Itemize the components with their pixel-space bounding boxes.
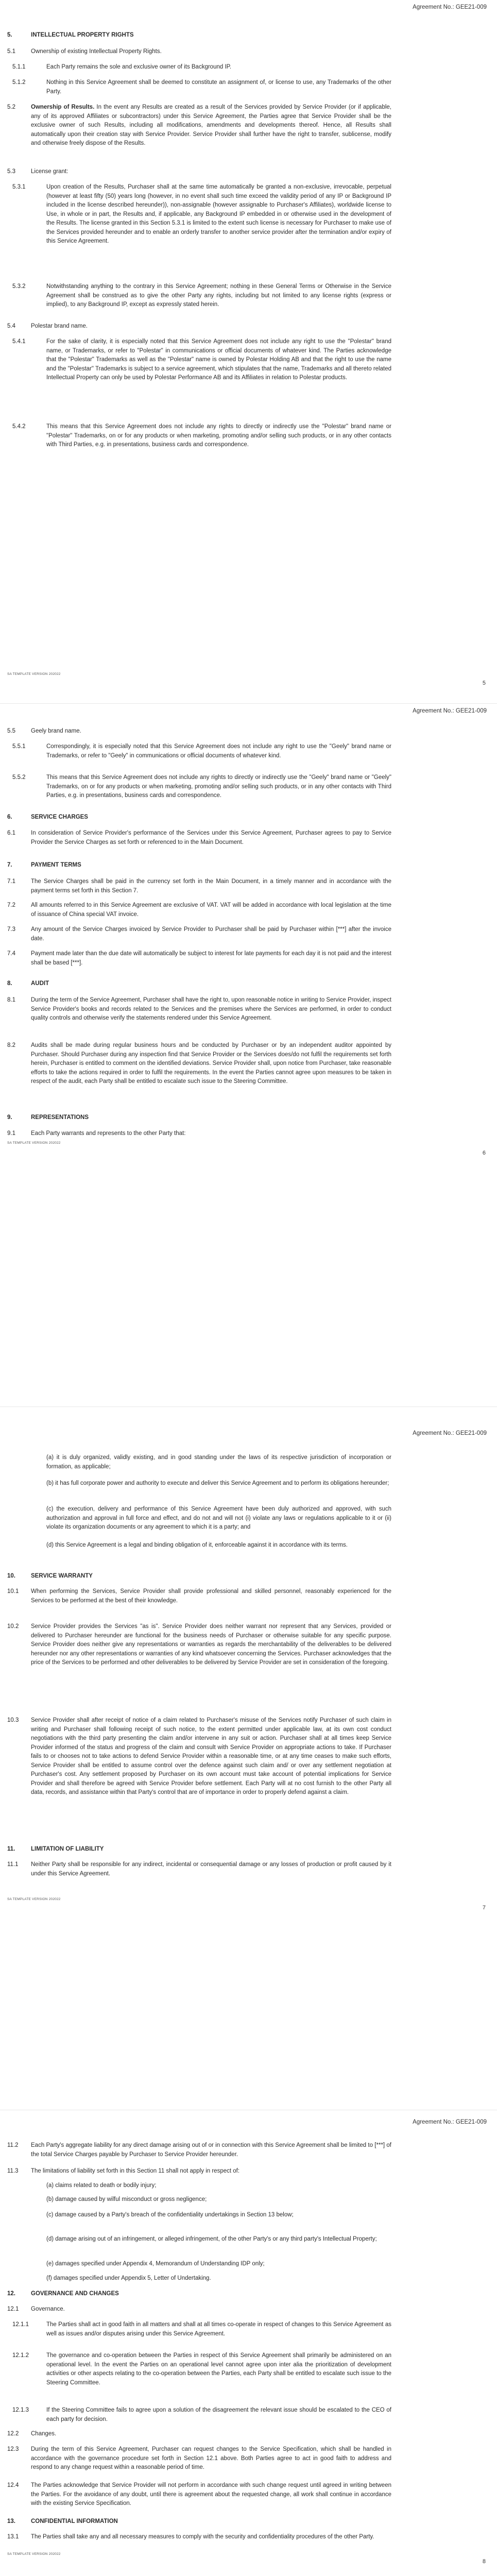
- clause-text: Neither Party shall be responsible for any indirect, incidental or consequential damage or any losses of production or profit caused by it under this Service Agreement.: [31, 1861, 391, 1877]
- clause-text: In consideration of Service Provider's performance of the Services under this Service Agreement, Purchaser agrees to pay to Service Provider the Service Charges as set forth or referenced to in the Main Document.: [31, 830, 391, 845]
- clause-number: 5.3: [7, 168, 15, 175]
- footer-template: SA TEMPLATE VERSION 202022: [7, 1897, 61, 1901]
- section-number: 13.: [7, 2518, 15, 2524]
- clause-text: Payment made later than the due date will automatically be subject to interest for late payments for each day it is not paid and the interest shall be based [***].: [31, 951, 391, 966]
- clause-number: 12.1: [7, 2306, 19, 2312]
- page-number: 5: [482, 680, 486, 686]
- list-item: (c) the execution, delivery and performance of this Service Agreement have been duly authorized and approved, with such authorization and approval in full force and effect, and do not and will not (i) violate any laws or regulations applicable to it or (ii) violate its organization documents or any agreement to which it is a party; and: [46, 1506, 391, 1530]
- footer-template: SA TEMPLATE VERSION 202022: [7, 672, 61, 676]
- clause-number: 7.3: [7, 926, 15, 933]
- section-number: 8.: [7, 980, 12, 987]
- section-number: 7.: [7, 862, 12, 868]
- section-number: 11.: [7, 1846, 15, 1852]
- clause-number: 5.5.2: [12, 774, 26, 781]
- section-number: 10.: [7, 1573, 15, 1579]
- clause-number: 5.2: [7, 104, 15, 110]
- clause-number: 5.5: [7, 728, 15, 734]
- clause-text: The governance and co-operation between the Parties in respect of this Service Agreement shall primarily be administered on an operational level. In the event the Parties on an operational level cannot agree upon inter alia the prioritization of development activities or other aspects relating to the co-operation between the Parties, each Party shall be entitled to escalate such issue to the Steering Committee.: [46, 2352, 391, 2386]
- section-title: GOVERNANCE AND CHANGES: [31, 2291, 119, 2297]
- section-number: 6.: [7, 814, 12, 820]
- page-header: Agreement No.: GEE21-009: [413, 708, 487, 714]
- section-title: CONFIDENTIAL INFORMATION: [31, 2518, 118, 2524]
- clause-text: During the term of this Service Agreement, Purchaser can request changes to the Service Specification, which shall be handled in accordance with the governance procedure set forth in Section 12.1 above. Both Parties agree to act in good faith to address and respond to any change request within a reasonable period of time.: [31, 2446, 391, 2470]
- clause-number: 5.3.1: [12, 184, 26, 190]
- page-number: 7: [482, 1905, 486, 1911]
- list-item: (b) it has full corporate power and authority to execute and deliver this Service Agreement and to perform its obligations hereunder;: [46, 1480, 389, 1486]
- page-header: Agreement No.: GEE21-009: [413, 2119, 487, 2125]
- page-6: [0, 704, 497, 1406]
- clause-number: 5.4.1: [12, 338, 26, 345]
- list-item: (e) damages specified under Appendix 4, Memorandum of Understanding IDP only;: [46, 2261, 265, 2267]
- clause-text: [31, 103, 391, 148]
- clause-text: Service Provider provides the Services "as is". Service Provider does neither warrant nor represent that any Services, provided or delivered to Purchaser hereunder are functional for the business needs of Purchaser or otherwise suitable for any specific purpose. Service Provider does neither give any representations or warranties as regards the merchantability of the deliverables to be delivered hereunder nor any other representations or warranties of any kind whatsoever concerning the Services. Purchaser acknowledges that the price of the Services to be performed and other deliverables to be delivered by Service Provider are set in consideration of the foregoing.: [31, 1623, 391, 1666]
- section-title: SERVICE CHARGES: [31, 814, 88, 820]
- section-number: 5.: [7, 32, 12, 38]
- clause-number: 12.1.3: [12, 2407, 29, 2413]
- page-number: 8: [482, 2558, 486, 2565]
- clause-number: 11.2: [7, 2142, 19, 2148]
- clause-text: Changes.: [31, 2431, 57, 2437]
- clause-number: 8.2: [7, 1042, 15, 1048]
- page-5: [0, 0, 497, 703]
- clause-number: 5.3.2: [12, 283, 26, 290]
- clause-number: 5.1.2: [12, 79, 26, 86]
- clause-number: 5.4: [7, 323, 15, 329]
- clause-number: 11.3: [7, 2168, 19, 2174]
- clause-text: If the Steering Committee fails to agree upon a solution of the disagreement the relevant issue should be escalated to the CEO of each party for decision.: [46, 2407, 391, 2422]
- page-7: [0, 1407, 497, 2110]
- clause-body: In the event any Results are created as a result of the Services provided by Service Provider (or if applicable, any of its approved Affiliates or subcontractors) under this Service Agreement, the Parties agree that Service Provider shall be the exclusive owner of such Results, including all modifications, amendments and developments thereof. Hence, all Results shall automatically upon their creation stay with Service Provider. Service Provider shall further have the right to transfer, sublicense, modify and otherwise freely dispose of the Results.: [31, 104, 391, 146]
- clause-number: 5.1: [7, 48, 15, 55]
- section-title: AUDIT: [31, 980, 49, 987]
- clause-text: When performing the Services, Service Provider shall provide professional and skilled personnel, reasonably experienced for the Services to be performed at the best of their knowledge.: [31, 1588, 391, 1604]
- clause-text: The Parties shall act in good faith in all matters and shall at all times co-operate in respect of changes to this Service Agreement as well as issues and/or disputes arising under this Service Agreement.: [46, 2321, 391, 2337]
- clause-title: Ownership of Results.: [31, 104, 95, 110]
- clause-text: Polestar brand name.: [31, 323, 88, 329]
- clause-text: All amounts referred to in this Service Agreement are exclusive of VAT. VAT will be added in accordance with local legislation at the time of issuance of China special VAT invoice.: [31, 902, 391, 918]
- list-item: (b) damage caused by wilful misconduct or gross negligence;: [46, 2196, 207, 2202]
- clause-number: 7.1: [7, 878, 15, 885]
- clause-text: This means that this Service Agreement does not include any rights to directly or indirectly use the "Geely" brand name or "Geely" Trademarks, on or for any products or when marketing, promoting and/or selling such products, or in any other contacts with Third Parties, e.g. in presentations, business cards and correspondence.: [46, 774, 391, 799]
- clause-text: Each Party's aggregate liability for any direct damage arising out of or in connection with this Service Agreement shall be limited to [***] of the total Service Charges payable by Purchaser to Service Provider hereunder.: [31, 2142, 391, 2158]
- clause-number: 12.4: [7, 2482, 19, 2488]
- section-title: SERVICE WARRANTY: [31, 1573, 93, 1579]
- clause-number: 9.1: [7, 1130, 15, 1137]
- section-number: 9.: [7, 1114, 12, 1121]
- page-number: 6: [482, 1150, 486, 1156]
- clause-number: 10.1: [7, 1588, 19, 1595]
- clause-text: The Parties acknowledge that Service Provider will not perform in accordance with such change request until agreed in writing between the Parties. For the avoidance of any doubt, until there is agreement about the requested change, all work shall continue in accordance with the existing Service Specification.: [31, 2482, 391, 2506]
- page-header: Agreement No.: GEE21-009: [413, 1430, 487, 1436]
- section-title: LIMITATION OF LIABILITY: [31, 1846, 104, 1852]
- clause-text: License grant:: [31, 168, 68, 175]
- section-title: REPRESENTATIONS: [31, 1114, 89, 1121]
- clause-text: Notwithstanding anything to the contrary in this Service Agreement; nothing in these General Terms or Otherwise in the Service Agreement shall be construed as to give the other Party any rights, including but not limited to any license rights (express or implied), to any Background IP, except as expressly stated herein.: [46, 283, 391, 308]
- list-item: (f) damages specified under Appendix 5, Letter of Undertaking.: [46, 2275, 211, 2281]
- list-item: (d) this Service Agreement is a legal and binding obligation of it, enforceable against it in accordance with its terms.: [46, 1542, 348, 1548]
- clause-text: Upon creation of the Results, Purchaser shall at the same time automatically be granted a non-exclusive, irrevocable, perpetual (however at least fifty (50) years long (however, in no event shall such time exceed the validity period of any IP or Background IP included in the license described hereunder)), non-assignable (however assignable to Purchaser's Affiliates), worldwide license to Use, in whole or in part, the Results and, if applicable, any Background IP embedded in or otherwise used in the development of the Results. The license granted in this Section 5.3.1 is limited to the extent such license is necessary for Purchaser to make use of the Services provided hereunder and to enable an orderly transfer to another service provider after the termination and/or expiry of this Service Agreement.: [46, 184, 391, 244]
- clause-text: This means that this Service Agreement does not include any rights to directly or indirectly use the "Polestar" brand name or "Polestar" Trademarks, on or for any products or when marketing, promoting and/or selling such products, or in any other contacts with Third Parties, e.g. in presentations, business cards and correspondence.: [46, 423, 391, 448]
- clause-number: 12.2: [7, 2431, 19, 2437]
- clause-text: Ownership of existing Intellectual Property Rights.: [31, 48, 162, 55]
- section-number: 12.: [7, 2291, 15, 2297]
- clause-number: 12.3: [7, 2446, 19, 2452]
- list-item: (c) damage caused by a Party's breach of the confidentiality undertakings in Section 13 below;: [46, 2212, 294, 2218]
- clause-text: During the term of the Service Agreement, Purchaser shall have the right to, upon reasonable notice in writing to Service Provider, inspect Service Provider's books and records related to the Services and the premises where the Services are performed, in order to conduct quality controls and otherwise verify the statements rendered under this Service Agreement.: [31, 997, 391, 1021]
- section-title: INTELLECTUAL PROPERTY RIGHTS: [31, 32, 134, 38]
- clause-number: 5.1.1: [12, 64, 26, 70]
- clause-number: 12.1.1: [12, 2321, 29, 2328]
- clause-number: 11.1: [7, 1861, 19, 1868]
- clause-number: 12.1.2: [12, 2352, 29, 2359]
- clause-text: Each Party warrants and represents to the other Party that:: [31, 1130, 186, 1137]
- list-item: (d) damage arising out of an infringement, or alleged infringement, of the other Party's or any third party's Intellectual Property;: [46, 2236, 377, 2242]
- clause-text: Nothing in this Service Agreement shall be deemed to constitute an assignment of, or license to use, any Trademarks of the other Party.: [46, 79, 391, 95]
- page-8: [0, 2110, 497, 2576]
- clause-number: 5.4.2: [12, 423, 26, 430]
- clause-text: For the sake of clarity, it is especially noted that this Service Agreement does not include any right to use the "Polestar" brand name, or Trademarks, or refer to "Polestar" in communications or official documents of whatever kind. The Parties acknowledge that the "Polestar" Trademarks as well as the "Polestar" name is owned by Polestar Holding AB and that the right to use the name and the "Polestar" Trademarks is subject to a service agreement, which stipulates that the name, Trademarks and all thereto related Intellectual Property can only be used by Polestar Performance AB and its Affiliates in relation to Polestar products.: [46, 338, 391, 381]
- clause-number: 10.2: [7, 1623, 19, 1630]
- clause-number: 5.5.1: [12, 743, 26, 750]
- clause-number: 7.4: [7, 951, 15, 957]
- clause-text: Each Party remains the sole and exclusive owner of its Background IP.: [46, 64, 232, 70]
- footer-template: SA TEMPLATE VERSION 202022: [7, 1141, 61, 1145]
- footer-template: SA TEMPLATE VERSION 202022: [7, 2552, 61, 2556]
- clause-text: Geely brand name.: [31, 728, 81, 734]
- clause-number: 13.1: [7, 2534, 19, 2540]
- clause-number: 6.1: [7, 830, 15, 836]
- list-item: (a) claims related to death or bodily injury;: [46, 2182, 157, 2189]
- clause-number: 10.3: [7, 1717, 19, 1723]
- page-header: Agreement No.: GEE21-009: [413, 4, 487, 10]
- clause-number: 8.1: [7, 997, 15, 1003]
- clause-text: The Parties shall take any and all necessary measures to comply with the security and confidentiality procedures of the other Party.: [31, 2534, 374, 2540]
- clause-text: The Service Charges shall be paid in the currency set forth in the Main Document, in a timely manner and in accordance with the payment terms set forth in this Section 7.: [31, 878, 391, 894]
- clause-text: Governance.: [31, 2306, 65, 2312]
- clause-text: Any amount of the Service Charges invoiced by Service Provider to Purchaser shall be paid by Purchaser within [***] after the invoice date.: [31, 926, 391, 942]
- clause-text: Service Provider shall after receipt of notice of a claim related to Purchaser's misuse of the Services notify Purchaser of such claim in writing and Purchaser shall following receipt of such notice, to the extent permitted under applicable law, at its own cost conduct negotiations with the third party presenting the claim and/or intervene in any suit or action. Purchaser shall at all times keep Service Provider informed of the status and progress of the claim and consult with Service Provider on appropriate actions to take. If Purchaser fails to or chooses not to take actions to defend Service Provider within a reasonable time, or at any time ceases to make such efforts, Service Provider shall be entitled to assume control over the defence against such claim and/ or over any settlement negotiation at Purchaser's cost. Any settlement proposed by Purchaser on its own account must take account of potential implications for Service Provider and shall therefore be agreed with Service Provider before settlement. Each Party will at no cost furnish to the other Party all data, records, and assistance within that Party's control that are of importance in order to properly defend against a claim.: [31, 1717, 391, 1795]
- clause-text: The limitations of liability set forth in this Section 11 shall not apply in respect of:: [31, 2168, 240, 2174]
- clause-text: Audits shall be made during regular business hours and be conducted by Purchaser or by an independent auditor appointed by Purchaser. Should Purchaser during any inspection find that Service Provider or the Services does/do not fulfil the requirements set forth herein, Purchaser is entitled to comment on the identified deviations. Service Provider shall, upon notice from Purchaser, take reasonable efforts to take the actions required in order to fulfil the requirements. In the event the Parties cannot agree upon measures to be taken in respect of the audit, each Party shall be entitled to escalate such issue to the Steering Committee.: [31, 1042, 391, 1084]
- list-item: (a) it is duly organized, validly existing, and in good standing under the laws of its respective jurisdiction of incorporation or formation, as applicable;: [46, 1454, 391, 1470]
- clause-number: 7.2: [7, 902, 15, 908]
- section-title: PAYMENT TERMS: [31, 862, 81, 868]
- clause-text: Correspondingly, it is especially noted that this Service Agreement does not include any right to use the "Geely" brand name or Trademarks, or refer to "Geely" in communications or official documents of whatever kind.: [46, 743, 391, 759]
